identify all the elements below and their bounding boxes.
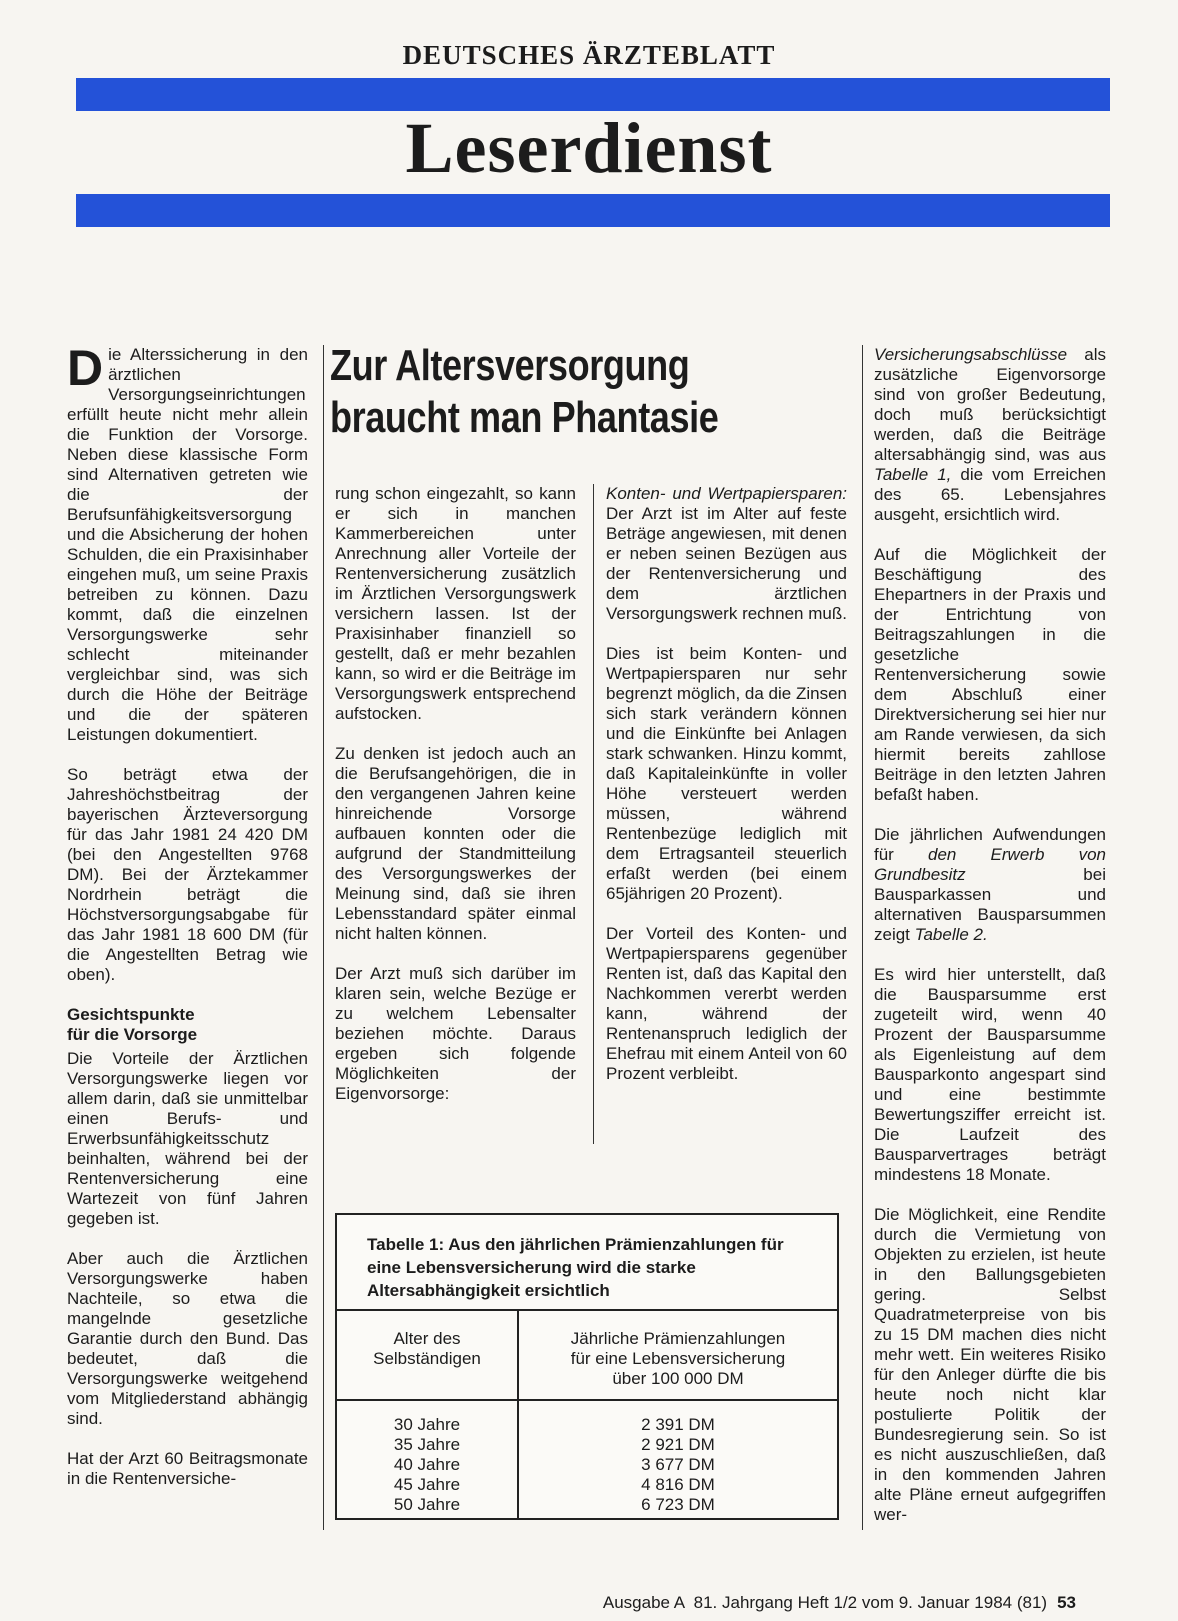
- paragraph: Die Möglichkeit, eine Rendite durch die Vermietung von Objekten zu erzielen, ist heute in den Ballungsgebieten gering. Selbst Quadratmeterpreise von bis zu 15 DM machen dies nicht mehr wett. Ein weiteres Risiko für den Anleger dürfte die bis heute noch nicht klar postulierte Politik der Bundesregierung sein. So ist es nicht auszuschließen, daß in den kommenden Jahren alte Pläne erneut aufgegriffen wer-: [874, 1205, 1106, 1524]
- premium-cell: 2 921 DM: [641, 1435, 715, 1454]
- paragraph-text: Die jährlichen Aufwendungen für: [874, 825, 1106, 864]
- subheading-line-1: Gesichtspunkte: [67, 1005, 195, 1024]
- header-line: Selbständigen: [373, 1349, 481, 1368]
- column-2: [335, 484, 576, 1104]
- column-3: [606, 484, 847, 1084]
- premium-cell: 3 677 DM: [641, 1455, 715, 1474]
- age-cell: 40 Jahre: [393, 1455, 461, 1474]
- paragraph: Aber auch die Ärztlichen Versorgungswerke haben Nachteile, so etwa die mangelnde gesetzliche Garantie durch den Bund. Das bedeutet, daß die Versorgungswerke weitgehend vom Mitgliederstand abhängig sind.: [67, 1249, 308, 1428]
- emphasis: Tabelle 1,: [874, 465, 952, 484]
- footer-issue-info: Ausgabe A 81. Jahrgang Heft 1/2 vom 9. Januar 1984 (81): [602, 1593, 1048, 1612]
- paragraph: Auf die Möglichkeit der Beschäftigung des Ehepartners in der Praxis und der Entrichtung von Beitragszahlungen in die gesetzliche Rentenversicherung sowie dem Abschluß einer Direktversicherung sei hier nur am Rande verwiesen, da sich hiermit bereits zahllose Beiträge in den letzten Jahren befaßt haben.: [874, 545, 1106, 804]
- paragraph: Hat der Arzt 60 Beitragsmonate in die Rentenversiche-: [67, 1449, 308, 1488]
- article-title-line-1: Zur Altersversorgung: [330, 341, 690, 390]
- paragraph: Dies ist beim Konten- und Wertpapiersparen nur sehr begrenzt möglich, da die Zinsen sich stark verändern können und die Einkünfte bei Anlagen stark schwanken. Hinzu kommt, daß Kapitaleinkünfte in voller Höhe versteuert werden müssen, während Rentenbezüge lediglich mit dem Ertragsanteil steuerlich erfaßt werden (bei einem 65jährigen 20 Prozent).: [606, 644, 847, 903]
- table-header: [337, 1311, 837, 1401]
- paragraph-text: ie Alterssicherung in den ärztlichen Versorgungseinrichtungen erfüllt heute nicht mehr allein die Funktion der Vorsorge. Neben diese klassische Form sind Alternativen getreten wie die der Berufsunfähigkeitsversorgung und die Absicherung der hohen Schulden, die ein Praxisinhaber eingehen muß, um seine Praxis betreiben zu können. Dazu kommt, daß die einzelnen Versorgungswerke sehr schlecht miteinander vergleichbar sind, was sich durch die Höhe der Beiträge und die der späteren Leistungen dokumentiert.: [67, 345, 308, 744]
- age-cell: 30 Jahre: [393, 1415, 461, 1434]
- paragraph: Es wird hier unterstellt, daß die Bausparsumme erst zugeteilt wird, wenn 40 Prozent der Bausparsumme als Eigenleistung auf dem Bausparkonto angespart sind und eine bestimmte Bewertungsziffer erreicht ist. Die Laufzeit des Bausparvertrages beträgt mindestens 18 Monate.: [874, 965, 1106, 1184]
- paragraph: Die Vorteile der Ärztlichen Versorgungswerke liegen vor allem darin, daß sie unmittelbar einen Berufs- und Erwerbsunfähigkeitsschutz beinhalten, während bei der Rentenversicherung eine Wartezeit von fünf Jahren gegeben ist.: [67, 1049, 308, 1228]
- paragraph: rung schon eingezahlt, so kann er sich in manchen Kammerbereichen unter Anrechnung aller Vorteile der Rentenversicherung zusätzlich im Ärztlichen Versorgungswerk versichern lassen. Ist der Praxisinhaber finanziell so gestellt, daß er mehr bezahlen kann, so wird er die Beiträge im Versorgungswerk entsprechend aufstocken.: [335, 484, 576, 723]
- paragraph-text: bei Bausparkassen und alternativen Bausparsummen zeigt: [874, 865, 1106, 944]
- masthead: DEUTSCHES ÄRZTEBLATT: [402, 40, 776, 70]
- age-cell: 50 Jahre: [393, 1495, 461, 1514]
- column-1: [67, 340, 308, 1489]
- premium-cell: 6 723 DM: [641, 1495, 715, 1514]
- paragraph-text: Der Arzt ist im Alter auf feste Beträge angewiesen, mit denen er neben seinen Bezügen aus der Rentenversicherung und dem ärztlichen Versorgungswerk rechnen muß.: [606, 504, 847, 623]
- paragraph: Zu denken ist jedoch auch an die Berufsangehörigen, die in den vergangenen Jahren keine hinreichende Vorsorge aufbauen konnten oder die aufgrund der Standmitteilung des Versorgungswerkes der Meinung sind, daß sie ihren Lebensstandard später einmal nicht halten können.: [335, 744, 576, 943]
- table-row: [337, 1415, 837, 1435]
- paragraph: [874, 345, 1106, 525]
- page-number: 53: [1057, 1593, 1076, 1612]
- emphasis: Konten- und Wertpapiersparen:: [606, 484, 847, 503]
- header-line: Alter des: [393, 1329, 461, 1348]
- table-row: [337, 1495, 837, 1515]
- header-line: für eine Lebensversicherung: [570, 1349, 786, 1368]
- header-line: über 100 000 DM: [612, 1369, 744, 1388]
- paragraph: So beträgt etwa der Jahreshöchstbeitrag der bayerischen Ärzteversorgung für das Jahr 1981 24 420 DM (bei den Angestellten 9768 DM). Bei der Ärztekammer Nordrhein beträgt die Höchstversorgungsabgabe für das Jahr 1981 18 600 DM (für die Angestellten Betrag wie oben).: [67, 765, 308, 984]
- drop-cap: D: [67, 340, 104, 396]
- article-title: [330, 340, 756, 444]
- column-4: [874, 345, 1106, 1525]
- article-title-line-2: braucht man Phantasie: [330, 393, 719, 442]
- emphasis: Tabelle 2.: [914, 925, 988, 944]
- emphasis: den Erwerb von Grundbesitz: [874, 845, 1106, 884]
- page-footer: [603, 1593, 1076, 1613]
- table-caption: Tabelle 1: Aus den jährlichen Prämienzahlungen für eine Lebensversicherung wird die starke Altersabhängigkeit ersichtlich: [337, 1215, 837, 1311]
- paragraph: Der Arzt muß sich darüber im klaren sein, welche Bezüge er zu welchem Lebensalter beziehen möchte. Daraus ergeben sich folgende Möglichkeiten der Eigenvorsorge:: [335, 964, 576, 1103]
- paragraph: [67, 340, 308, 745]
- paragraph: [874, 825, 1106, 945]
- table-row: [337, 1455, 837, 1475]
- column-rule-2: [593, 484, 594, 1144]
- subheading-line-2: für die Vorsorge: [67, 1025, 198, 1044]
- subheading: [67, 1005, 308, 1045]
- table-1: [335, 1213, 839, 1520]
- table-body: [337, 1415, 837, 1515]
- emphasis: Versicherungsabschlüsse: [874, 345, 1068, 364]
- paragraph-text: die vom Erreichen des 65. Lebensjahres ausgeht, ersichtlich wird.: [874, 465, 1106, 524]
- age-cell: 45 Jahre: [393, 1475, 461, 1494]
- column-rule-3: [862, 345, 863, 1530]
- section-title: Leserdienst: [405, 108, 773, 188]
- paragraph-text: als zusätzliche Eigenvorsorge sind von großer Bedeutung, doch muß berücksichtigt werden, daß die Beiträge altersabhängig sind, was aus: [874, 345, 1106, 464]
- table-header-premium: [519, 1329, 837, 1389]
- age-cell: 35 Jahre: [393, 1435, 461, 1454]
- column-rule-1: [323, 345, 324, 1530]
- premium-cell: 4 816 DM: [641, 1475, 715, 1494]
- paragraph: [606, 484, 847, 624]
- table-row: [337, 1475, 837, 1495]
- paragraph: Der Vorteil des Konten- und Wertpapiersparens gegenüber Renten ist, daß das Kapital den Nachkommen vererbt werden kann, während der Rentenanspruch lediglich der Ehefrau mit einem Anteil von 60 Prozent verbleibt.: [606, 924, 847, 1083]
- premium-cell: 2 391 DM: [641, 1415, 715, 1434]
- table-row: [337, 1435, 837, 1455]
- blue-band-bottom: [76, 194, 1110, 227]
- table-header-age: [337, 1329, 517, 1369]
- header-line: Jährliche Prämienzahlungen: [570, 1329, 786, 1348]
